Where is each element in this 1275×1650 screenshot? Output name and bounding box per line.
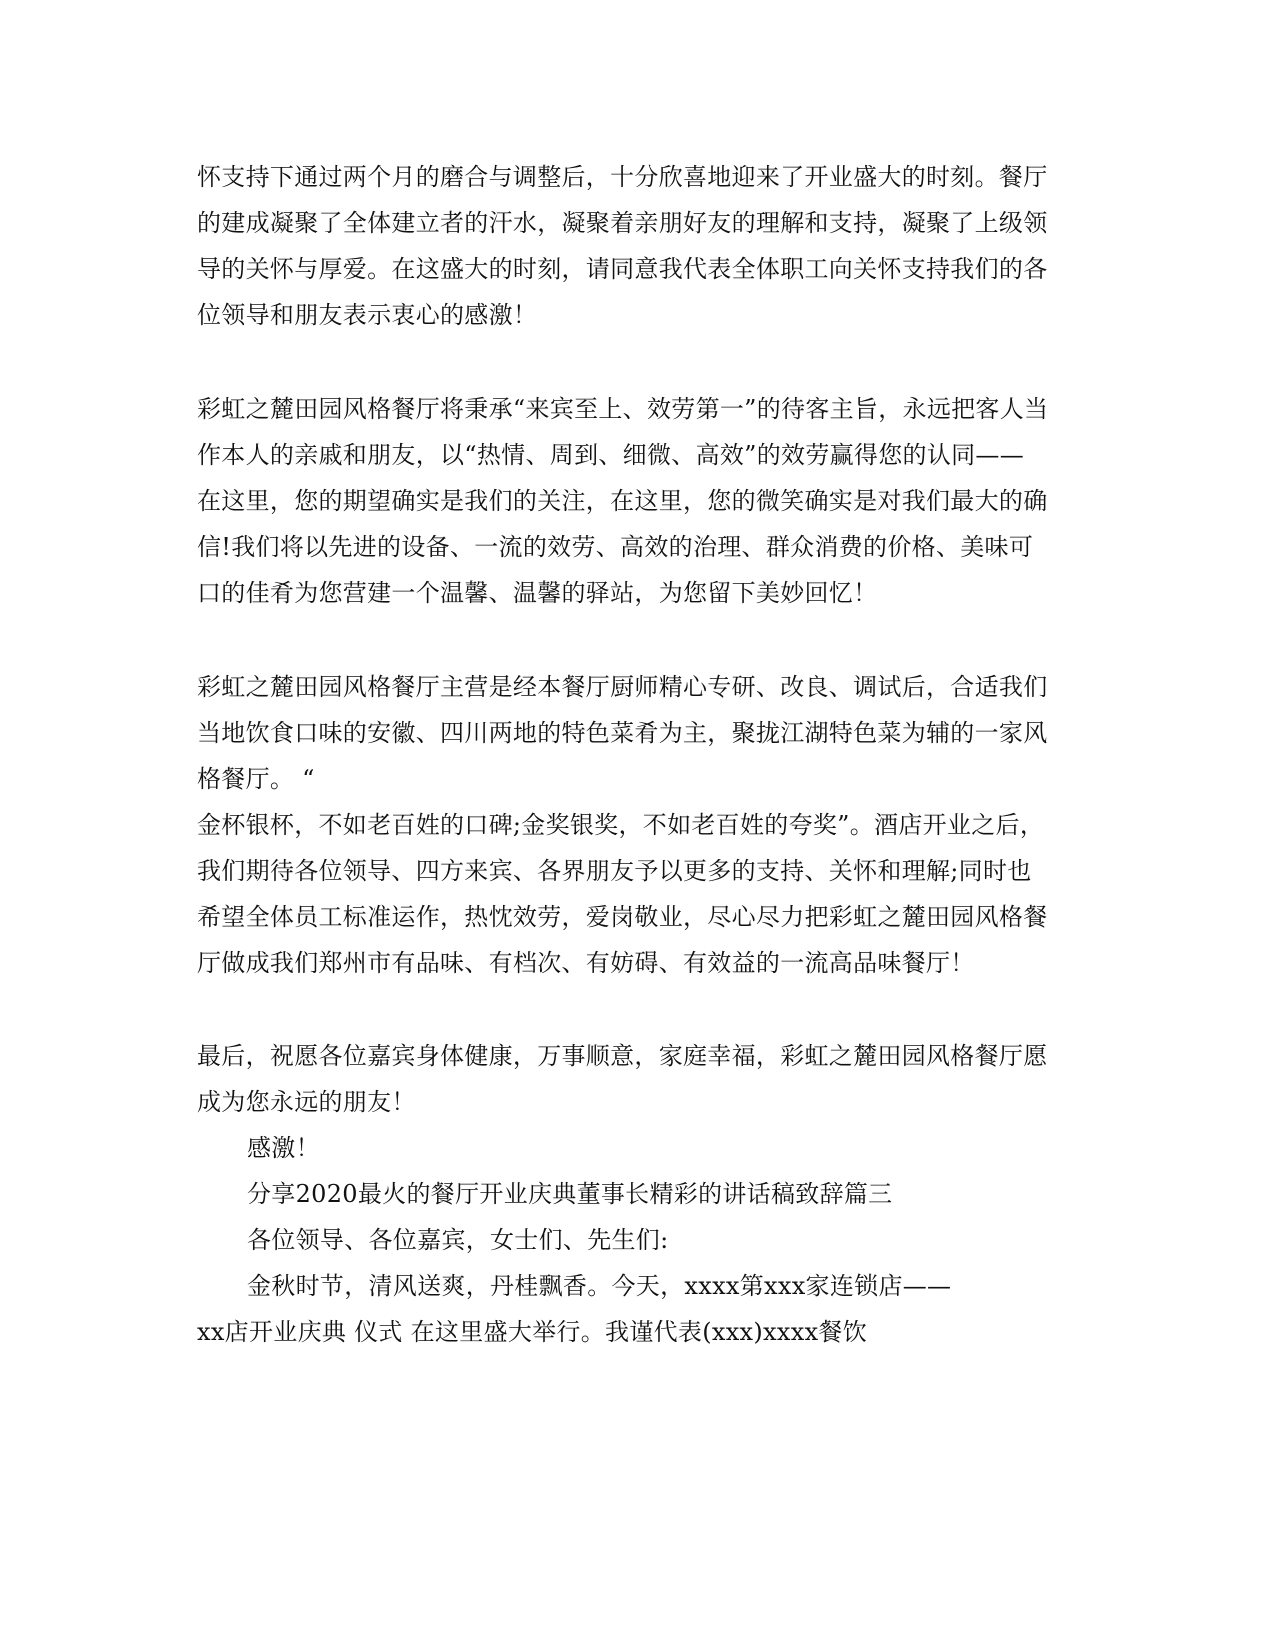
text-line: 彩虹之麓田园风格餐厅将秉承“来宾至上、效劳第一”的待客主旨，永远把客人当 bbox=[197, 395, 1049, 423]
text-line: 信!我们将以先进的设备、一流的效劳、高效的治理、群众消费的价格、美味可 bbox=[197, 533, 1034, 561]
section-title: 分享2020最火的餐厅开业庆典董事长精彩的讲话稿致辞篇三 bbox=[247, 1180, 893, 1208]
text-line: 成为您永远的朋友！ bbox=[197, 1088, 416, 1116]
text-line: 的建成凝聚了全体建立者的汗水，凝聚着亲朋好友的理解和支持，凝聚了上级领 bbox=[197, 209, 1048, 237]
text-line: 怀支持下通过两个月的磨合与调整后，十分欣喜地迎来了开业盛大的时刻。餐厅 bbox=[197, 163, 1048, 191]
text-line: 金秋时节，清风送爽，丹桂飘香。今天，xxxx第xxx家连锁店—— bbox=[247, 1272, 952, 1300]
text-line: 位领导和朋友表示衷心的感激！ bbox=[197, 301, 538, 329]
text-line: 作本人的亲戚和朋友，以“热情、周到、细微、高效”的效劳赢得您的认同—— bbox=[197, 441, 1025, 469]
text-line: 希望全体员工标准运作，热忱效劳，爱岗敬业，尽心尽力把彩虹之麓田园风格餐 bbox=[197, 903, 1048, 931]
text-line: 最后，祝愿各位嘉宾身体健康，万事顺意，家庭幸福，彩虹之麓田园风格餐厅愿 bbox=[197, 1042, 1048, 1070]
closing-thanks: 感激！ bbox=[247, 1134, 320, 1162]
text-line: 格餐厅。 “ bbox=[197, 765, 315, 793]
text-line: 金杯银杯，不如老百姓的口碑;金奖银奖，不如老百姓的夸奖”。酒店开业之后， bbox=[197, 811, 1045, 839]
text-line: 在这里，您的期望确实是我们的关注，在这里，您的微笑确实是对我们最大的确 bbox=[197, 487, 1048, 515]
text-line: xx店开业庆典 仪式 在这里盛大举行。我谨代表(xxx)xxxx餐饮 bbox=[197, 1318, 867, 1346]
text-line: 彩虹之麓田园风格餐厅主营是经本餐厅厨师精心专研、改良、调试后，合适我们 bbox=[197, 673, 1048, 701]
text-line: 口的佳肴为您营建一个温馨、温馨的驿站，为您留下美妙回忆！ bbox=[197, 579, 878, 607]
salutation: 各位领导、各位嘉宾，女士们、先生们: bbox=[247, 1226, 669, 1254]
text-line: 厅做成我们郑州市有品味、有档次、有妨碍、有效益的一流高品味餐厅！ bbox=[197, 949, 975, 977]
text-line: 我们期待各位领导、四方来宾、各界朋友予以更多的支持、关怀和理解;同时也 bbox=[197, 857, 1032, 885]
text-line: 当地饮食口味的安徽、四川两地的特色菜肴为主，聚拢江湖特色菜为辅的一家风 bbox=[197, 719, 1048, 747]
text-line: 导的关怀与厚爱。在这盛大的时刻，请同意我代表全体职工向关怀支持我们的各 bbox=[197, 255, 1048, 283]
